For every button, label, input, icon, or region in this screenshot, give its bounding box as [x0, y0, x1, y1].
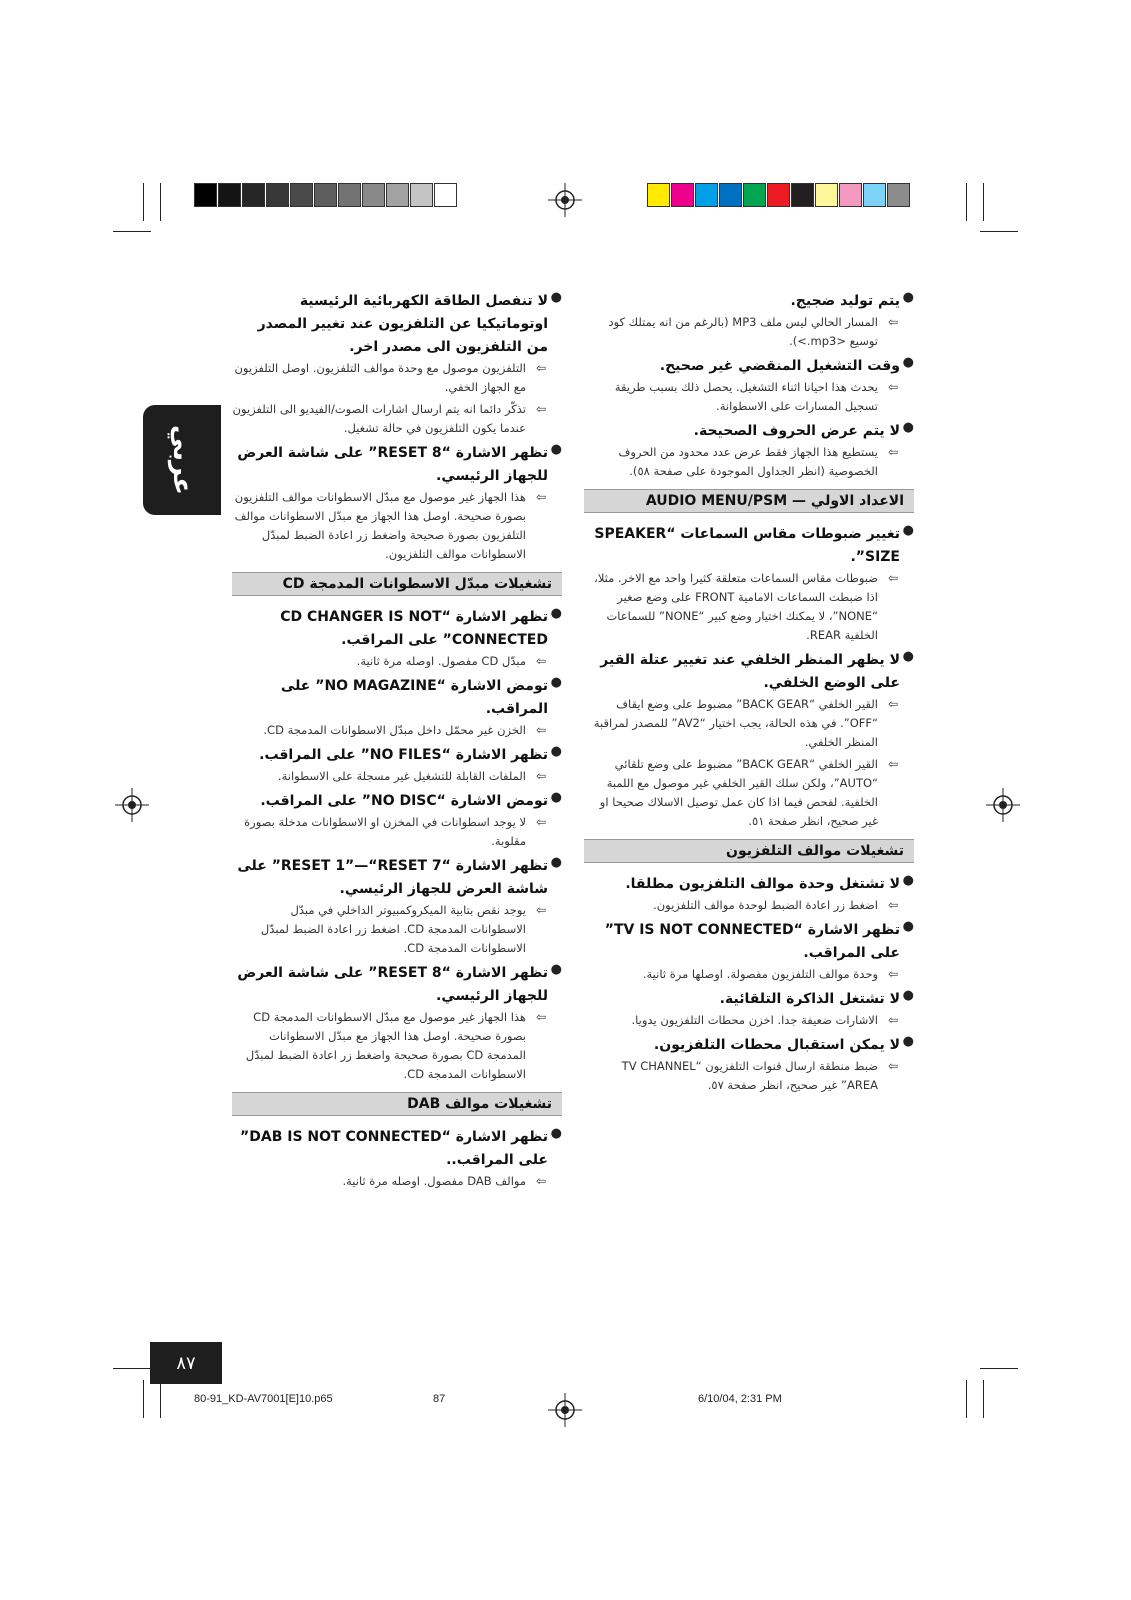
list-item	[584, 1034, 914, 1095]
color-swatch	[671, 183, 694, 207]
bullet-icon: ●	[550, 962, 562, 977]
item-detail	[584, 1011, 900, 1030]
list-item	[232, 744, 562, 786]
crop-line	[966, 1380, 967, 1418]
item-heading: تظهر الاشارة “RESET 8” على شاشة العرض للجهاز الرئيسي.	[237, 445, 548, 484]
list-item	[232, 855, 562, 958]
item-detail-text: القير الخلفي “BACK GEAR” مضبوط على وضع تلقائي “AUTO”، ولكن سلك القير الخلفي غير موصول مع اللمبة الخلفية. لفحص فيما اذا كان عمل توصيل الاسلاك صحيحا او غير صحيح، انظر صفحة ٥١.	[599, 757, 878, 828]
item-detail-text: موالف DAB مفصول. اوصله مرة ثانية.	[342, 1174, 526, 1188]
crop-line	[983, 1380, 984, 1418]
item-heading: لا تشتغل وحدة موالف التلفزيون مطلقا.	[625, 876, 900, 892]
arrow-icon: ⇦	[887, 571, 898, 585]
bullet-icon: ●	[550, 1126, 562, 1141]
item-heading: تومض الاشارة “NO DISC” على المراقب.	[260, 793, 548, 809]
grayscale-calibration-strip	[194, 183, 458, 209]
bullet-icon: ●	[902, 649, 914, 664]
item-detail-text: المسار الحالي ليس ملف MP3 (بالرغم من انه يمتلك كود توسيع <mp3.>).	[608, 315, 878, 348]
crop-line	[113, 231, 151, 232]
arrow-icon: ⇦	[887, 898, 898, 912]
color-swatch	[719, 183, 742, 207]
color-swatch	[314, 183, 337, 207]
item-detail-text: لا يوجد اسطوانات في المخزن او الاسطوانات مدخلة بصورة مقلوبة.	[244, 815, 526, 848]
registration-mark-icon	[115, 788, 149, 822]
item-detail	[584, 378, 900, 416]
color-swatch	[242, 183, 265, 207]
item-detail	[584, 896, 900, 915]
item-detail	[232, 400, 548, 438]
page-number: ٨٧	[176, 1352, 196, 1374]
registration-mark-icon	[548, 183, 582, 217]
crop-line	[160, 1380, 161, 1418]
right-items-2	[584, 523, 914, 831]
color-swatch	[434, 183, 457, 207]
item-detail	[584, 695, 900, 752]
color-swatch	[887, 183, 910, 207]
item-detail	[232, 767, 548, 786]
arrow-icon: ⇦	[887, 380, 898, 394]
item-heading: لا تنفصل الطاقة الكهربائية الرئيسية اوتوماتيكيا عن التلفزيون عند تغيير المصدر من التلفزيون الى مصدر اخر.	[257, 293, 548, 355]
color-swatch	[410, 183, 433, 207]
left-items-1	[232, 290, 562, 564]
item-heading: لا تشتغل الذاكرة التلقائية.	[719, 991, 900, 1007]
registration-mark-icon	[548, 1393, 582, 1427]
color-swatch	[647, 183, 670, 207]
item-heading: لا يظهر المنظر الخلفي عند تغيير عتلة القير على الوضع الخلفي.	[600, 652, 900, 691]
item-detail	[232, 1172, 548, 1191]
item-detail	[584, 1057, 900, 1095]
arrow-icon: ⇦	[887, 1059, 898, 1073]
bullet-icon: ●	[902, 988, 914, 1003]
item-detail-text: يستطيع هذا الجهاز فقط عرض عدد محدود من الحروف الخصوصية (انظر الجداول الموجودة على صفحة ٥٨).	[618, 445, 878, 478]
color-swatch	[839, 183, 862, 207]
color-swatch	[791, 183, 814, 207]
color-swatch	[695, 183, 718, 207]
item-detail	[584, 755, 900, 831]
arrow-icon: ⇦	[887, 757, 898, 771]
list-item	[232, 606, 562, 671]
list-item	[584, 988, 914, 1030]
item-heading: تظهر الاشارة “DAB IS NOT CONNECTED” على المراقب..	[240, 1129, 548, 1168]
crop-line	[113, 1368, 151, 1369]
list-item	[584, 355, 914, 416]
bullet-icon: ●	[902, 355, 914, 370]
arrow-icon: ⇦	[887, 445, 898, 459]
bullet-icon: ●	[902, 290, 914, 305]
bullet-icon: ●	[550, 290, 562, 305]
list-item	[232, 1126, 562, 1191]
arrow-icon: ⇦	[535, 490, 546, 504]
bullet-icon: ●	[550, 790, 562, 805]
color-swatch	[218, 183, 241, 207]
list-item	[232, 675, 562, 740]
color-swatch	[290, 183, 313, 207]
bullet-icon: ●	[902, 1034, 914, 1049]
color-swatch	[338, 183, 361, 207]
arrow-icon: ⇦	[535, 1010, 546, 1024]
item-heading: لا يمكن استقبال محطات التلفزيون.	[653, 1037, 900, 1053]
list-item	[584, 919, 914, 984]
color-calibration-strip	[647, 183, 911, 209]
list-item	[584, 873, 914, 915]
item-detail	[584, 313, 900, 351]
arrow-icon: ⇦	[535, 903, 546, 917]
arrow-icon: ⇦	[887, 315, 898, 329]
item-heading: تغيير ضبوطات مقاس السماعات “SPEAKER SIZE”.	[594, 526, 900, 565]
color-swatch	[362, 183, 385, 207]
left-items-3	[232, 1126, 562, 1191]
arrow-icon: ⇦	[887, 697, 898, 711]
bullet-icon: ●	[550, 855, 562, 870]
arrow-icon: ⇦	[535, 361, 546, 375]
item-heading: تظهر الاشارة “RESET 8” على شاشة العرض للجهاز الرئيسي.	[237, 965, 548, 1004]
list-item	[584, 420, 914, 481]
item-heading: وقت التشغيل المنقضي غير صحيح.	[659, 358, 900, 374]
arrow-icon: ⇦	[535, 769, 546, 783]
color-swatch	[266, 183, 289, 207]
bullet-icon: ●	[550, 442, 562, 457]
crop-line	[966, 183, 967, 221]
item-detail-text: الملفات القابلة للتشغيل غير مسجلة على الاسطوانة.	[277, 769, 526, 783]
right-items-1	[584, 290, 914, 481]
language-side-tab	[143, 405, 221, 515]
item-detail	[584, 965, 900, 984]
arrow-icon: ⇦	[535, 654, 546, 668]
color-swatch	[194, 183, 217, 207]
list-item	[232, 442, 562, 564]
crop-line	[160, 183, 161, 221]
side-tab-label: عربي	[166, 424, 197, 496]
page-number-box	[150, 1342, 222, 1384]
item-detail-text: تذكّر دائما انه يتم ارسال اشارات الصوت/الفيديو الى التلفزيون عندما يكون التلفزيون في حالة تشغيل.	[232, 402, 526, 435]
crop-line	[980, 1368, 1018, 1369]
item-heading: لا يتم عرض الحروف الصحيحة.	[693, 423, 900, 439]
arrow-icon: ⇦	[535, 1174, 546, 1188]
crop-line	[983, 183, 984, 221]
item-detail	[232, 721, 548, 740]
left-column	[232, 290, 562, 1195]
footer-page: 87	[433, 1393, 446, 1405]
item-detail	[232, 488, 548, 564]
item-detail-text: اضغط زر اعادة الضبط لوحدة موالف التلفزيون.	[653, 898, 878, 912]
footer-date: 6/10/04, 2:31 PM	[698, 1393, 782, 1405]
item-detail-text: التلفزيون موصول مع وحدة موالف التلفزيون. اوصل التلفزيون مع الجهاز الخفي.	[234, 361, 526, 394]
bullet-icon: ●	[902, 523, 914, 538]
list-item	[584, 523, 914, 645]
color-swatch	[386, 183, 409, 207]
right-items-3	[584, 873, 914, 1095]
item-heading: تظهر الاشارة “TV IS NOT CONNECTED” على المراقب.	[604, 922, 900, 961]
list-item	[584, 649, 914, 831]
section-bar-tv-tuner: تشغيلات موالف التلفزيون	[584, 839, 914, 863]
item-heading: تظهر الاشارة “CD CHANGER IS NOT CONNECTED” على المراقب.	[280, 609, 548, 648]
item-detail	[232, 901, 548, 958]
arrow-icon: ⇦	[535, 815, 546, 829]
item-detail-text: وحدة موالف التلفزيون مفصولة. اوصلها مرة ثانية.	[642, 967, 878, 981]
crop-line	[980, 231, 1018, 232]
item-detail-text: يحدث هذا احيانا اثناء التشغيل. يحصل ذلك بسبب طريقة تسجيل المسارات على الاسطوانة.	[614, 380, 878, 413]
item-detail-text: الاشارات ضعيفة جدا. اخزن محطات التلفزيون يدويا.	[631, 1013, 878, 1027]
item-detail-text: هذا الجهاز غير موصول مع مبدّل الاسطوانات المدمجة CD بصورة صحيحة. اوصل هذا الجهاز مع مبدّل الاسطوانات المدمجة CD بصورة صحيحة واضغط زر اعادة الضبط لمبدّل الاسطوانات المدمجة CD.	[245, 1010, 526, 1081]
item-detail-text: ضبوطات مقاس السماعات متعلقة كثيرا واحد مع الاخر. مثلا، اذا ضبطت السماعات الامامية FRONT على وضع صغير “NONE”، لا يمكنك اختيار وضع كبير “NONE” للسماعات الخلفية REAR.	[594, 571, 878, 642]
crop-line	[143, 1380, 144, 1418]
item-detail-text: مبدّل CD مفصول. اوصله مرة ثانية.	[356, 654, 526, 668]
color-swatch	[863, 183, 886, 207]
item-detail	[232, 652, 548, 671]
footer-file: 80-91_KD-AV7001[E]10.p65	[194, 1393, 333, 1405]
color-swatch	[767, 183, 790, 207]
arrow-icon: ⇦	[887, 967, 898, 981]
list-item	[232, 290, 562, 438]
section-bar-dab: تشغيلات موالف DAB	[232, 1092, 562, 1116]
bullet-icon: ●	[550, 606, 562, 621]
item-detail-text: ضبط منطقة ارسال قنوات التلفزيون “TV CHANNEL AREA” غير صحيح، انظر صفحة ٥٧.	[621, 1059, 878, 1092]
item-detail	[584, 569, 900, 645]
list-item	[232, 962, 562, 1084]
item-detail-text: هذا الجهاز غير موصول مع مبدّل الاسطوانات موالف التلفزيون بصورة صحيحة. اوصل هذا الجهاز مع مبدّل الاسطوانات موالف التلفزيون بصورة صحيحة واضغط زر اعادة الضبط لمبدّل الاسطوانات موالف التلفزيون.	[234, 490, 526, 561]
bullet-icon: ●	[902, 873, 914, 888]
left-items-2	[232, 606, 562, 1084]
item-detail	[232, 1008, 548, 1084]
color-swatch	[815, 183, 838, 207]
arrow-icon: ⇦	[535, 402, 546, 416]
item-heading: يتم توليد ضجيج.	[790, 293, 900, 309]
item-heading: تظهر الاشارة “NO FILES” على المراقب.	[259, 747, 548, 763]
item-detail	[232, 813, 548, 851]
right-column	[584, 290, 914, 1099]
list-item	[584, 290, 914, 351]
arrow-icon: ⇦	[887, 1013, 898, 1027]
section-bar-audio-menu: الاعداد الاولي — AUDIO MENU/PSM	[584, 489, 914, 513]
item-heading: تومض الاشارة “NO MAGAZINE” على المراقب.	[280, 678, 548, 717]
item-detail-text: الخزن غير محمّل داخل مبدّل الاسطوانات المدمجة CD.	[263, 723, 526, 737]
item-heading: تظهر الاشارة “RESET 1”—“RESET 7” على شاشة العرض للجهاز الرئيسي.	[237, 858, 548, 897]
bullet-icon: ●	[902, 919, 914, 934]
item-detail-text: يوجد نقص بتابية الميكروكمبيوتر الداخلي في مبدّل الاسطوانات المدمجة CD. اضغط زر اعادة الضبط لمبدّل الاسطوانات المدمجة CD.	[260, 903, 526, 955]
crop-line	[143, 183, 144, 221]
item-detail-text: القير الخلفي “BACK GEAR” مضبوط على وضع ايقاف “OFF”. في هذه الحالة، يجب اختيار “AV2” للمصدر لمراقبة المنظر الخلفي.	[593, 697, 878, 749]
item-detail	[584, 443, 900, 481]
bullet-icon: ●	[550, 744, 562, 759]
section-bar-cd-changer: تشغيلات مبدّل الاسطوانات المدمجة CD	[232, 572, 562, 596]
list-item	[232, 790, 562, 851]
arrow-icon: ⇦	[535, 723, 546, 737]
item-detail	[232, 359, 548, 397]
bullet-icon: ●	[902, 420, 914, 435]
color-swatch	[743, 183, 766, 207]
bullet-icon: ●	[550, 675, 562, 690]
registration-mark-icon	[986, 788, 1020, 822]
